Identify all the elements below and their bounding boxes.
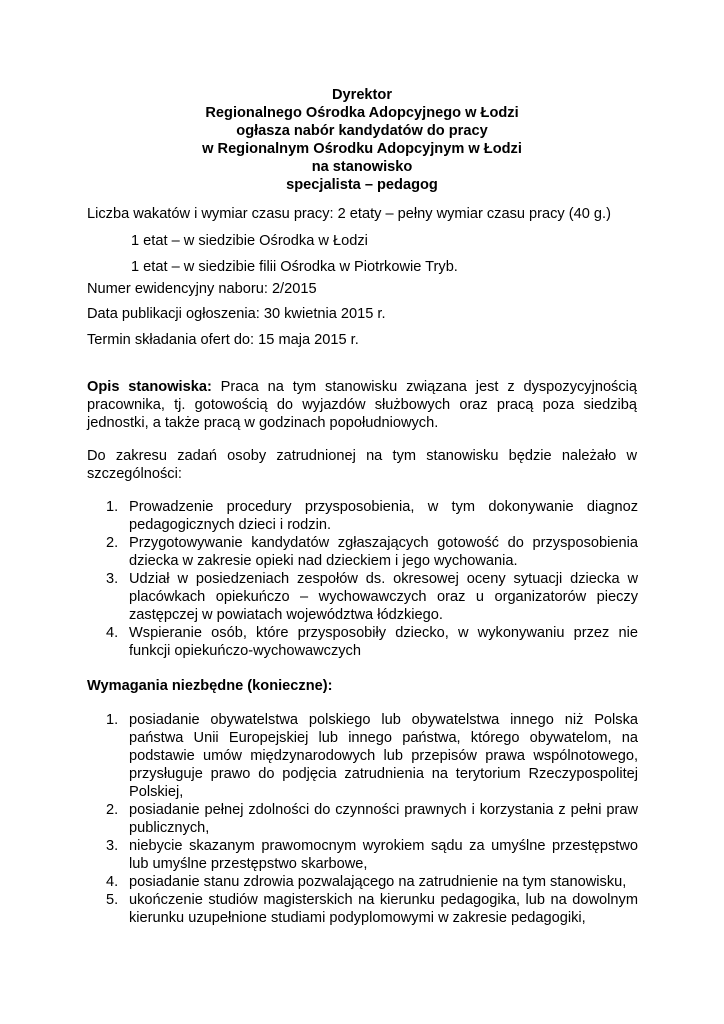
job-description xyxy=(87,378,637,432)
list-item: 4. Wspieranie osób, które przysposobiły dziecko, w wykonywaniu przez nie funkcji opiekuńczo-wychowawczych xyxy=(106,625,638,659)
header-position-label: na stanowisko xyxy=(311,159,413,175)
header-position: specjalista – pedagog xyxy=(286,177,438,193)
list-item: 2. Przygotowywanie kandydatów zgłaszających gotowość do przysposobienia dziecka w zakresie opieki nad dzieckiem i jego wychowania. xyxy=(106,535,638,569)
header-announcement: ogłasza nabór kandydatów do pracy xyxy=(236,123,488,139)
requirements-heading: Wymagania niezbędne (konieczne): xyxy=(87,678,333,694)
vacancies-line: Liczba wakatów i wymiar czasu pracy: 2 etaty – pełny wymiar czasu pracy (40 g.) xyxy=(87,206,611,222)
list-item: 1. Prowadzenie procedury przysposobienia, w tym dokonywanie diagnoz pedagogicznych dzieci i rodzin. xyxy=(106,499,638,533)
header-title: Dyrektor xyxy=(331,87,393,103)
list-item: 5. ukończenie studiów magisterskich na kierunku pedagogika, lub na dowolnym kierunku uzupełnione studiami podyplomowymi w zakresie pedagogiki, xyxy=(106,892,638,926)
list-item: 2. posiadanie pełnej zdolności do czynności prawnych i korzystania z pełni praw publicznych, xyxy=(106,802,638,836)
job-description-text: Praca na tym stanowisku związana jest z dyspozycyjnością pracownika, tj. gotowością do wyjazdów służbowych oraz pracą poza siedzibą jednostki, a także pracą w godzinach popołudniowych. xyxy=(87,379,638,431)
submission-deadline: Termin składania ofert do: 15 maja 2015 r. xyxy=(87,332,359,348)
header-institution: Regionalnego Ośrodka Adopcyjnego w Łodzi xyxy=(205,105,519,121)
list-item: 4. posiadanie stanu zdrowia pozwalającego na zatrudnienie na tym stanowisku, xyxy=(106,874,627,890)
list-item: 3. Udział w posiedzeniach zespołów ds. okresowej oceny sytuacji dziecka w placówkach opiekuńczo – wychowawczych oraz u organizatorów pieczy zastępczej w powiatach województwa łódzkiego. xyxy=(106,571,638,623)
requirements-list xyxy=(106,711,638,927)
list-item: 1. posiadanie obywatelstwa polskiego lub obywatelstwa innego niż Polska państwa Unii Europejskiej lub innego państwa, którego obywatelom, na podstawie umów międzynarodowych lub przepisów prawa wspólnotowego, przysługuje prawo do podjęcia zatrudnienia na terytorium Rzeczypospolitej Polskiej, xyxy=(106,712,638,800)
list-item: 3. niebycie skazanym prawomocnym wyrokiem sądu za umyślne przestępstwo lub umyślne przestępstwo skarbowe, xyxy=(106,838,638,872)
announcement-header xyxy=(0,86,724,194)
post-piotrkow: 1 etat – w siedzibie filii Ośrodka w Piotrkowie Tryb. xyxy=(131,259,458,275)
duties-list xyxy=(106,498,638,660)
recruitment-number: Numer ewidencyjny naboru: 2/2015 xyxy=(87,281,317,297)
duties-intro: Do zakresu zadań osoby zatrudnionej na tym stanowisku będzie należało w szczególności: xyxy=(87,448,637,482)
publication-date: Data publikacji ogłoszenia: 30 kwietnia 2015 r. xyxy=(87,306,386,322)
header-location: w Regionalnym Ośrodku Adopcyjnym w Łodzi xyxy=(202,141,522,157)
job-description-label: Opis stanowiska: xyxy=(87,379,212,395)
post-lodz: 1 etat – w siedzibie Ośrodka w Łodzi xyxy=(131,233,368,249)
